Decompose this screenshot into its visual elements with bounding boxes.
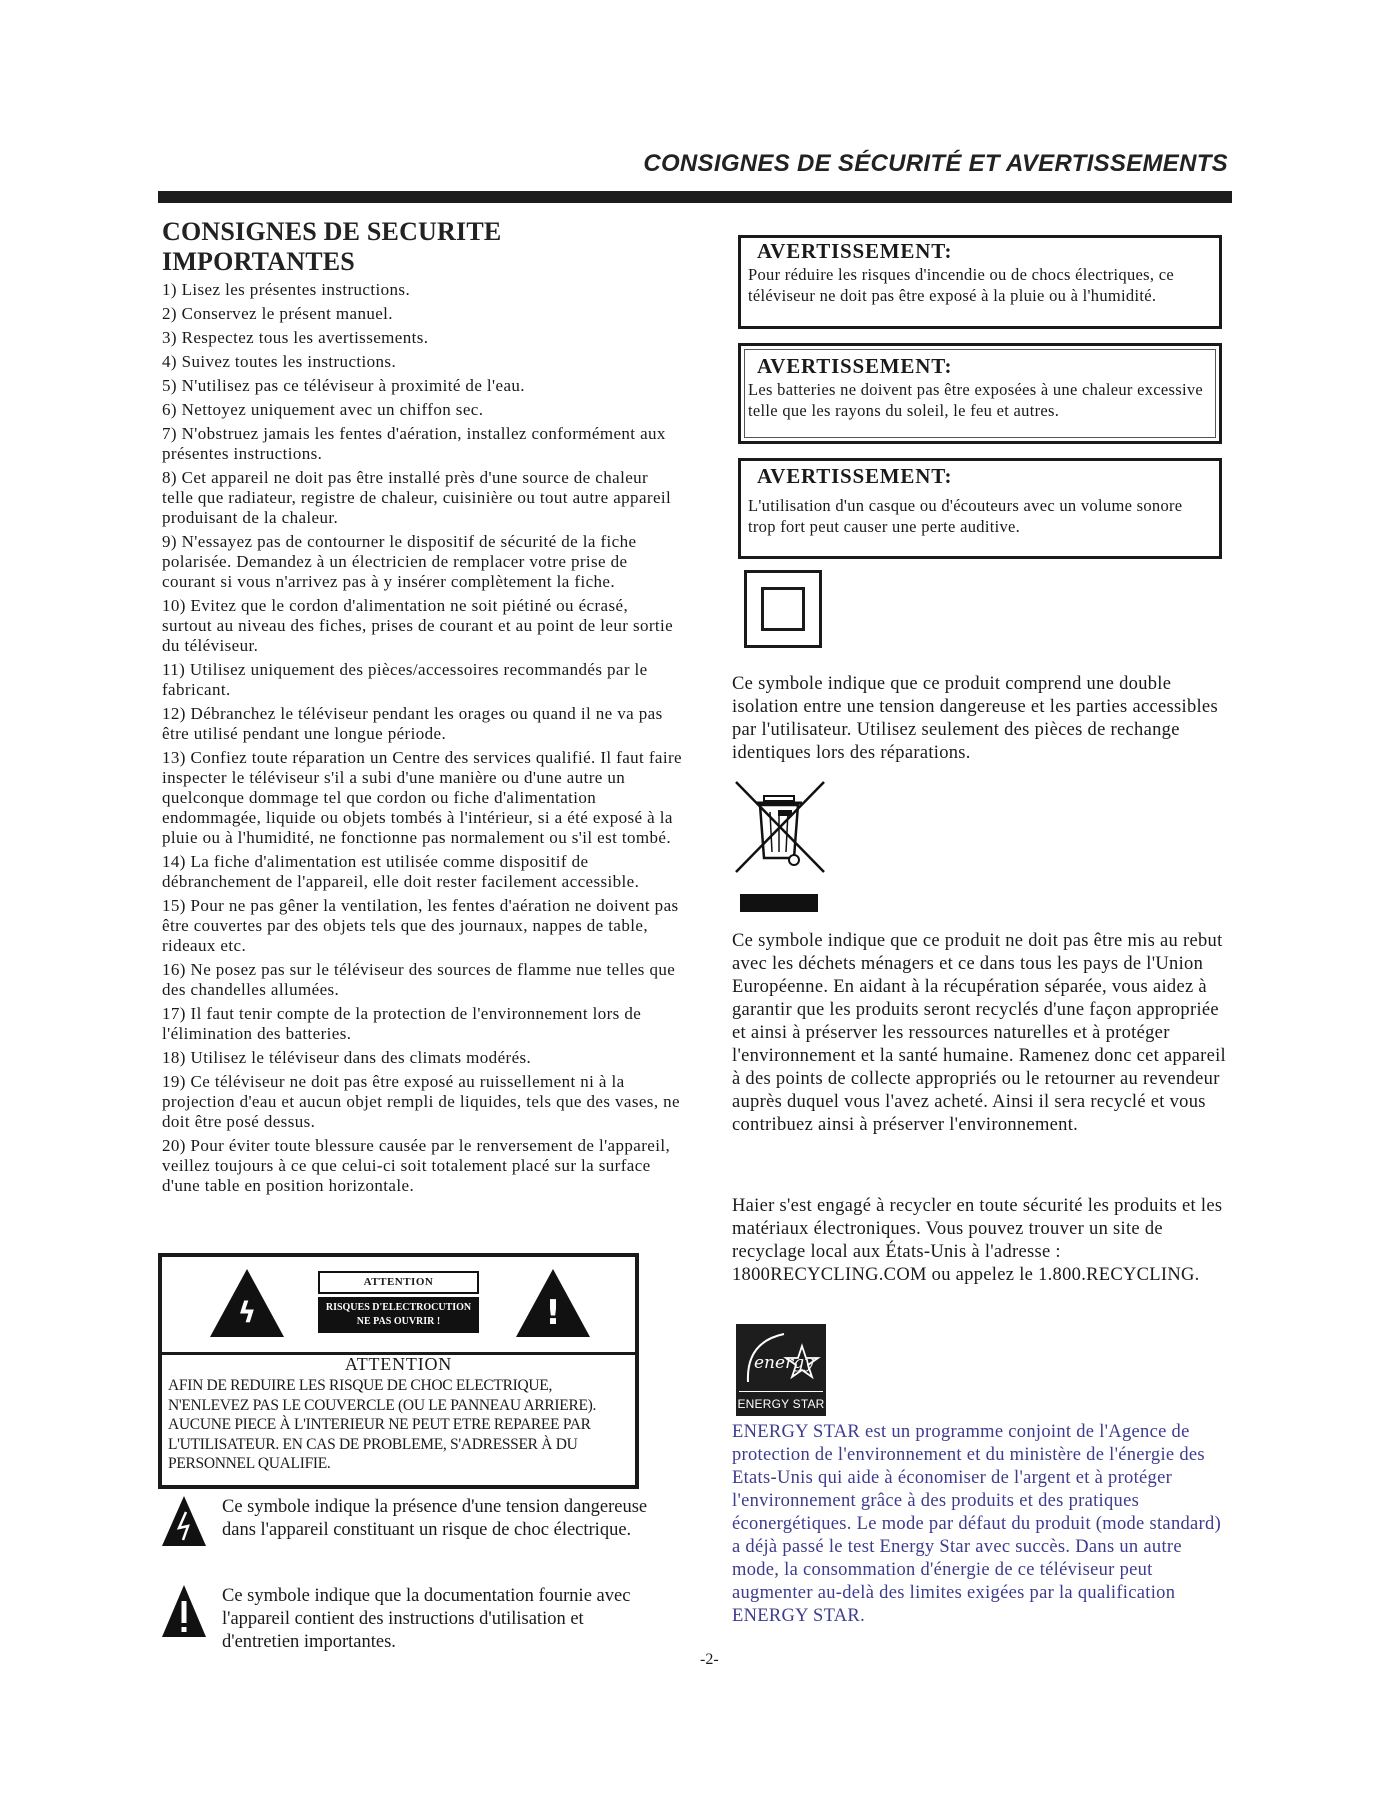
warning-title: AVERTISSEMENT:: [757, 464, 953, 488]
list-item: 5) N'utilisez pas ce téléviseur à proximité de l'eau.: [162, 376, 525, 395]
exclamation-warning-icon: [162, 1585, 206, 1637]
warning-title: AVERTISSEMENT:: [757, 239, 953, 263]
lightning-symbol-row: [160, 1496, 660, 1576]
warning-text: Pour réduire les risques d'incendie ou de chocs électriques, ce téléviseur ne doit pas être exposé à la pluie ou à l'humidité.: [748, 265, 1174, 305]
list-item: 1) Lisez les présentes instructions.: [162, 280, 411, 299]
list-item: 12) Débranchez le téléviseur pendant les orages ou quand il ne va pas être utilisé pendant une longue période.: [162, 704, 663, 743]
list-item: 15) Pour ne pas gêner la ventilation, les fentes d'aération ne doivent pas être couvertes par des objets tels que des journaux, nappes de table, rideaux etc.: [162, 896, 679, 955]
energy-star-emblem: [736, 1324, 826, 1394]
lightning-warning-icon: [162, 1496, 206, 1546]
energy-star-logo: [736, 1324, 826, 1416]
list-item: 10) Evitez que le cordon d'alimentation ne soit piétiné ou écrasé, surtout au niveau des fiches, prises de courant et au point de leur sortie du téléviseur.: [162, 596, 674, 655]
list-item: 13) Confiez toute réparation un Centre des services qualifié. Il faut faire inspecter le téléviseur s'il a subi d'une manière ou d'une autre un quelconque dommage tel que cordon ou fiche d'alimentation endommagée, liquide ou objets tombés à l'intérieur, si a été exposé à la pluie ou à l'humidité, ne fonctionne pas normalement ou s'il est tombé.: [162, 748, 682, 847]
warning-text: Les batteries ne doivent pas être exposées à une chaleur excessive telle que les rayons du soleil, le feu et autres.: [748, 380, 1204, 420]
shock-risk-line2: NE PAS OUVRIR !: [356, 1316, 441, 1327]
energy-star-label: ENERGY STAR: [737, 1397, 825, 1411]
attention-warning-box: [158, 1253, 639, 1489]
attention-box-top: [162, 1257, 635, 1355]
attention-body: AFIN DE REDUIRE LES RISQUE DE CHOC ELECTRIQUE, N'ENLEVEZ PAS LE COUVERCLE (OU LE PANNEAU ARRIERE). AUCUNE PIECE À L'INTERIEUR NE PEUT ETRE REPAREE PAR L'UTILISATEUR. EN CAS DE PROBLEME, S'ADRESSER À DU PERSONNEL QUALIFIE.: [168, 1377, 597, 1472]
list-item: 2) Conservez le présent manuel.: [162, 304, 393, 323]
lightning-glyph: ϟ: [237, 1296, 257, 1329]
safety-heading: CONSIGNES DE SECURITE IMPORTANTES: [162, 217, 502, 276]
list-item: 6) Nettoyez uniquement avec un chiffon sec.: [162, 400, 484, 419]
double-insulation-icon: [744, 570, 822, 648]
list-item: 9) N'essayez pas de contourner le dispositif de sécurité de la fiche polarisée. Demandez à un électricien de remplacer votre prise de courant si vous n'arrivez pas à y insérer complètement la fiche.: [162, 532, 637, 591]
list-item: 16) Ne posez pas sur le téléviseur des sources de flamme nue telles que des chandelles allumées.: [162, 960, 676, 999]
double-insulation-text: Ce symbole indique que ce produit comprend une double isolation entre une tension dangereuse et les parties accessibles par l'utilisateur. Utilisez seulement des pièces de rechange identiques lors des réparations.: [732, 674, 1218, 763]
safety-instructions-column: [162, 217, 682, 1200]
warning-box-humidity: [738, 235, 1222, 329]
list-item: 4) Suivez toutes les instructions.: [162, 352, 397, 371]
weee-crossed-bin-icon: [734, 780, 826, 915]
list-item: 3) Respectez tous les avertissements.: [162, 328, 429, 347]
warning-title: AVERTISSEMENT:: [757, 354, 953, 378]
warning-text: L'utilisation d'un casque ou d'écouteurs avec un volume sonore trop fort peut causer une perte auditive.: [748, 496, 1183, 536]
weee-text: Ce symbole indique que ce produit ne doit pas être mis au rebut avec les déchets ménagers et ce dans tous les pays de l'Union Européenne. En aidant à la récupération séparée, vous aidez à garantir que les produits seront recyclés d'une façon appropriée et ainsi à préserver les ressources naturelles et à protéger l'environnement et la santé humaine. Ramenez donc cet appareil à des points de collecte appropriés ou le retourner au revendeur auprès duquel vous l'avez acheté. Ainsi il sera recyclé et vous contribuez ainsi à préserver l'environnement.: [732, 931, 1226, 1135]
shock-risk-line1: RISQUES D'ELECTROCUTION: [325, 1302, 472, 1313]
header-rule: [158, 191, 1232, 203]
list-item: 8) Cet appareil ne doit pas être installé près d'une source de chaleur telle que radiateur, registre de chaleur, cuisinière ou tout autre appareil produisant de la chaleur.: [162, 468, 672, 527]
double-insulation-inner-square: [761, 587, 805, 631]
warning-box-headphones: [738, 458, 1222, 559]
lightning-symbol-text: Ce symbole indique la présence d'une tension dangereuse dans l'appareil constituant un risque de choc électrique.: [222, 1497, 648, 1540]
page-header-title: CONSIGNES DE SÉCURITÉ ET AVERTISSEMENTS: [643, 150, 1228, 177]
shock-risk-label: [318, 1297, 479, 1333]
list-item: 18) Utilisez le téléviseur dans des climats modérés.: [162, 1048, 532, 1067]
list-item: 7) N'obstruez jamais les fentes d'aération, installez conformément aux présentes instructions.: [162, 424, 666, 463]
list-item: 17) Il faut tenir compte de la protection de l'environnement lors de l'élimination des batteries.: [162, 1004, 642, 1043]
list-item: 20) Pour éviter toute blessure causée par le renversement de l'appareil, veillez toujours à ce que celui-ci soit totalement placé sur la surface d'une table en position horizontale.: [162, 1136, 671, 1195]
energy-script-text: energy: [754, 1353, 814, 1373]
list-item: 19) Ce téléviseur ne doit pas être exposé au ruissellement ni à la projection d'eau et aucun objet rempli de liquides, tels que des vases, ne doit être posé dessus.: [162, 1072, 680, 1131]
list-item: 11) Utilisez uniquement des pièces/accessoires recommandés par le fabricant.: [162, 660, 648, 699]
warning-box-batteries: [738, 343, 1222, 444]
instruction-list: [162, 280, 682, 1196]
recycling-text: Haier s'est engagé à recycler en toute sécurité les produits et les matériaux électroniques. Vous pouvez trouver un site de recyclage local aux États-Unis à l'adresse : 1800RECYCLING.COM ou appelez le 1.800.RECYCLING.: [732, 1196, 1223, 1285]
page-number: -2-: [700, 1651, 719, 1668]
exclamation-symbol-text: Ce symbole indique que la documentation fournie avec l'appareil contient des instructions d'utilisation et d'entretien importantes.: [222, 1586, 631, 1652]
attention-heading: ATTENTION: [344, 1354, 453, 1374]
energy-star-text: ENERGY STAR est un programme conjoint de l'Agence de protection de l'environnement et du ministère de l'énergie des Etats-Unis qui aide à économiser de l'argent et à protéger l'environnement grâce à des produits et des pratiques éconergétiques. Le mode par défaut du produit (mode standard) a déjà passé le test Energy Star avec succès. Dans un autre mode, la consommation d'énergie de ce téléviseur peut augmenter au-delà des limites exigées par la qualification ENERGY STAR.: [732, 1422, 1222, 1626]
attention-label: ATTENTION: [318, 1271, 479, 1294]
exclamation-symbol-row: [160, 1585, 660, 1665]
list-item: 14) La fiche d'alimentation est utilisée comme dispositif de débranchement de l'appareil, elle doit rester facilement accessible.: [162, 852, 640, 891]
exclamation-glyph: !: [545, 1293, 561, 1333]
